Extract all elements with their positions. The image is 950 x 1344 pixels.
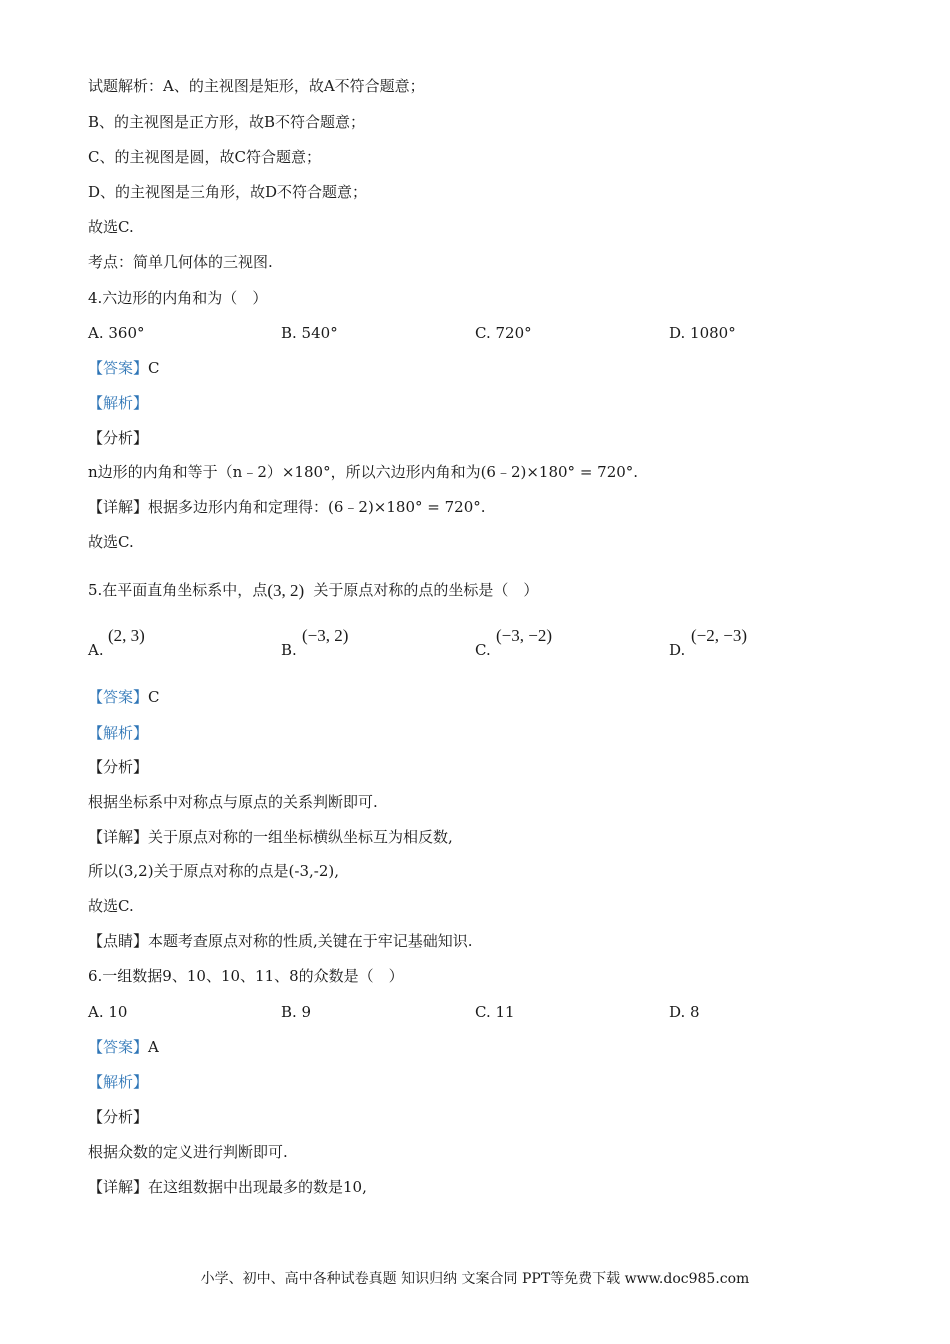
- q5-fenxi-text: 根据坐标系中对称点与原点的关系判断即可.: [88, 793, 378, 811]
- q5-option-d-letter: D.: [669, 641, 686, 659]
- q6-option-b: B. 9: [281, 1003, 312, 1021]
- detail-tag: 【详解】: [88, 498, 149, 516]
- q5-option-d-formula: (−2, −3): [691, 626, 747, 645]
- q6-fenxi-text: 根据众数的定义进行判断即可.: [88, 1143, 288, 1161]
- knowledge-point-line: 考点：简单几何体的三视图.: [88, 253, 273, 271]
- detail-text: 在这组数据中出现最多的数是10,: [148, 1178, 367, 1196]
- answer-tag: 【答案】: [88, 1038, 149, 1056]
- q4-option-d: D. 1080°: [669, 324, 736, 342]
- explanation-line-4: D、的主视图是三角形，故D不符合题意；: [88, 183, 368, 201]
- q6-stem: 6.一组数据9、10、10、11、8的众数是（ ）: [88, 967, 404, 985]
- q6-analysis-tag: 【解析】: [88, 1073, 149, 1091]
- answer-value: C: [148, 359, 160, 377]
- comment-text: 本题考查原点对称的性质,关键在于牢记基础知识.: [148, 932, 473, 950]
- q5-answer-line: [88, 687, 160, 707]
- q4-fenxi-tag: 【分析】: [88, 429, 149, 447]
- q5-option-b-formula: (−3, 2): [302, 626, 349, 645]
- q4-option-c: C. 720°: [475, 324, 532, 342]
- q5-option-b: [281, 626, 349, 660]
- q4-option-a: A. 360°: [88, 324, 145, 342]
- q5-point-formula: (3, 2): [267, 581, 305, 600]
- q6-option-a: A. 10: [88, 1003, 128, 1021]
- q5-stem: [88, 580, 538, 600]
- q5-stem-post: 关于原点对称的点的坐标是（ ）: [313, 581, 539, 599]
- detail-text: 关于原点对称的一组坐标横纵坐标互为相反数,: [148, 828, 453, 846]
- q5-stem-pre: 5.在平面直角坐标系中，点: [88, 581, 268, 599]
- detail-tag: 【详解】: [88, 828, 149, 846]
- answer-tag: 【答案】: [88, 688, 149, 706]
- comment-tag: 【点睛】: [88, 932, 149, 950]
- detail-tag: 【详解】: [88, 1178, 149, 1196]
- detail-text: 根据多边形内角和定理得：(6﹣2)×180° = 720°.: [148, 498, 486, 516]
- answer-value: C: [148, 688, 160, 706]
- q4-conclusion: 故选C.: [88, 533, 134, 551]
- explanation-line-1: 试题解析：A、的主视图是矩形，故A不符合题意；: [88, 77, 425, 95]
- q5-option-c-letter: C.: [475, 641, 491, 659]
- q4-fenxi-text: n边形的内角和等于（n﹣2）×180°，所以六边形内角和为(6﹣2)×180° = 720°.: [88, 463, 639, 481]
- answer-value: A: [148, 1038, 159, 1056]
- explanation-line-3: C、的主视图是圆，故C符合题意；: [88, 148, 321, 166]
- q5-detail-line: [88, 827, 453, 847]
- explanation-line-2: B、的主视图是正方形，故B不符合题意；: [88, 113, 366, 131]
- q5-option-c-formula: (−3, −2): [496, 626, 552, 645]
- q6-option-d: D. 8: [669, 1003, 700, 1021]
- conclusion-line: 故选C.: [88, 218, 134, 236]
- answer-tag: 【答案】: [88, 359, 149, 377]
- q6-fenxi-tag: 【分析】: [88, 1108, 149, 1126]
- q5-detail-line-2: 所以(3,2)关于原点对称的点是(-3,-2),: [88, 862, 340, 880]
- q5-option-a-formula: (2, 3): [108, 626, 145, 645]
- q4-detail-line: [88, 497, 486, 517]
- q5-option-b-letter: B.: [281, 641, 297, 659]
- q5-option-d: [669, 626, 747, 660]
- q6-answer-line: [88, 1037, 159, 1057]
- q5-comment-line: [88, 931, 473, 951]
- q4-answer-line: [88, 358, 160, 378]
- q5-option-c: [475, 626, 552, 660]
- q5-option-a-letter: A.: [88, 641, 104, 659]
- q5-fenxi-tag: 【分析】: [88, 758, 149, 776]
- page-footer: 小学、初中、高中各种试卷真题 知识归纳 文案合同 PPT等免费下载 www.doc985.com: [200, 1271, 750, 1287]
- q6-option-c: C. 11: [475, 1003, 515, 1021]
- q6-detail-line: [88, 1177, 367, 1197]
- q4-analysis-tag: 【解析】: [88, 394, 149, 412]
- q4-stem: 4.六边形的内角和为（ ）: [88, 289, 268, 307]
- q4-option-b: B. 540°: [281, 324, 338, 342]
- q5-analysis-tag: 【解析】: [88, 724, 149, 742]
- q5-conclusion: 故选C.: [88, 897, 134, 915]
- q5-option-a: [88, 626, 145, 660]
